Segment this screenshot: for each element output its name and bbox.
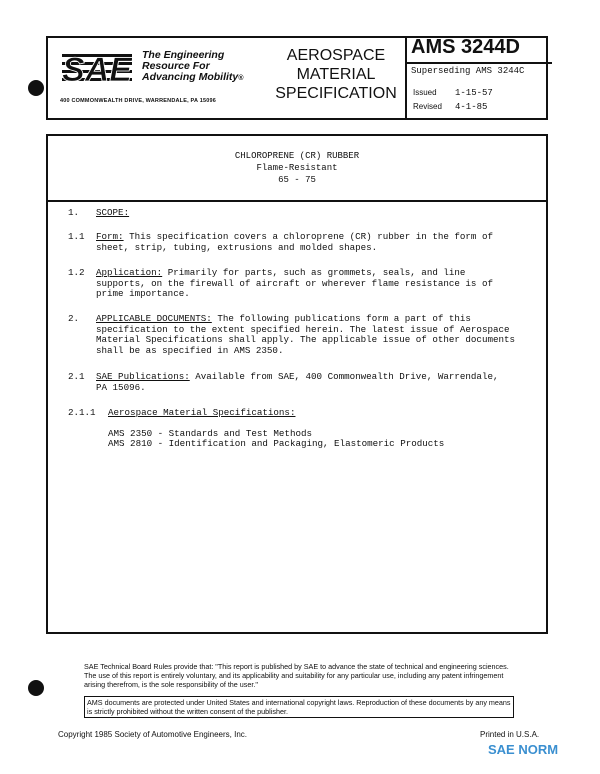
reference-item: AMS 2810 - Identification and Packaging, Elastomeric Products [108, 438, 445, 449]
watermark: SAE NORM [488, 742, 559, 757]
issued-row: Issued 1-15-57 [413, 88, 493, 98]
printed-in: Printed in U.S.A. [480, 730, 540, 739]
material-title: CHLOROPRENE (CR) RUBBER Flame-Resistant 65 - 75 [48, 136, 546, 202]
superseding-note: Superseding AMS 3244C [407, 62, 552, 76]
publisher-block [48, 38, 263, 118]
spec-header [46, 36, 548, 120]
revised-row: Revised 4-1-85 [413, 102, 488, 112]
technical-board-rules: SAE Technical Board Rules provide that: "This report is published by SAE to advance the state of technical and engineering sciences. The use of this report is entirely voluntary, and its applicability and suitability for any particular use, including any patent infringement arising therefrom, is the sole responsibility of the user." [84, 662, 509, 689]
copyright-line: Copyright 1985 Society of Automotive Engineers, Inc. [58, 730, 247, 739]
punch-hole-top [28, 80, 44, 96]
reference-item: AMS 2350 - Standards and Test Methods [108, 427, 312, 439]
publisher-tagline: The Engineering Resource For Advancing Mobility® [142, 49, 244, 83]
punch-hole-bottom [28, 680, 44, 696]
spec-identifier-block [405, 36, 552, 120]
spec-body: CHLOROPRENE (CR) RUBBER Flame-Resistant 65 - 75 1. SCOPE: 1.1 Form: This specification covers a chloroprene (CR) rubber in the form of sheet, strip, tubing, extrusions and molded shapes. 1.2 Application: Primarily for parts, such as grommets, seals, and line supports, on the firewall of aircraft or wherever flame resistance is of prime importance. 2. APPLICABLE DOCUMENTS: The following publications form a part of this specification to the extent specified herein. The latest issue of Aerospace Material Specifications shall apply. The applicable issue of other documents shall be as specified in AMS 2350. 2.1 SAE Publications: Available from SAE, 400 Commonwealth Drive, Warrendale, PA 15096. 2.1.1 Aerospace Material Specifications: AMS 2350 - Standards and Test Methods AMS 2810 - Identification and Packaging, Elastomeric Products [46, 134, 548, 634]
document-type: AEROSPACE MATERIAL SPECIFICATION [275, 47, 397, 102]
spec-number: AMS 3244D [411, 36, 520, 58]
sae-logo [62, 48, 132, 88]
publisher-address: 400 COMMONWEALTH DRIVE, WARRENDALE, PA 15096 [60, 98, 216, 104]
svg-text:SAE: SAE [62, 51, 132, 88]
copyright-notice: AMS documents are protected under United States and international copyright laws. Reproduction of these documents by any means is strictly prohibited without the written consent of the publisher. [84, 696, 514, 718]
